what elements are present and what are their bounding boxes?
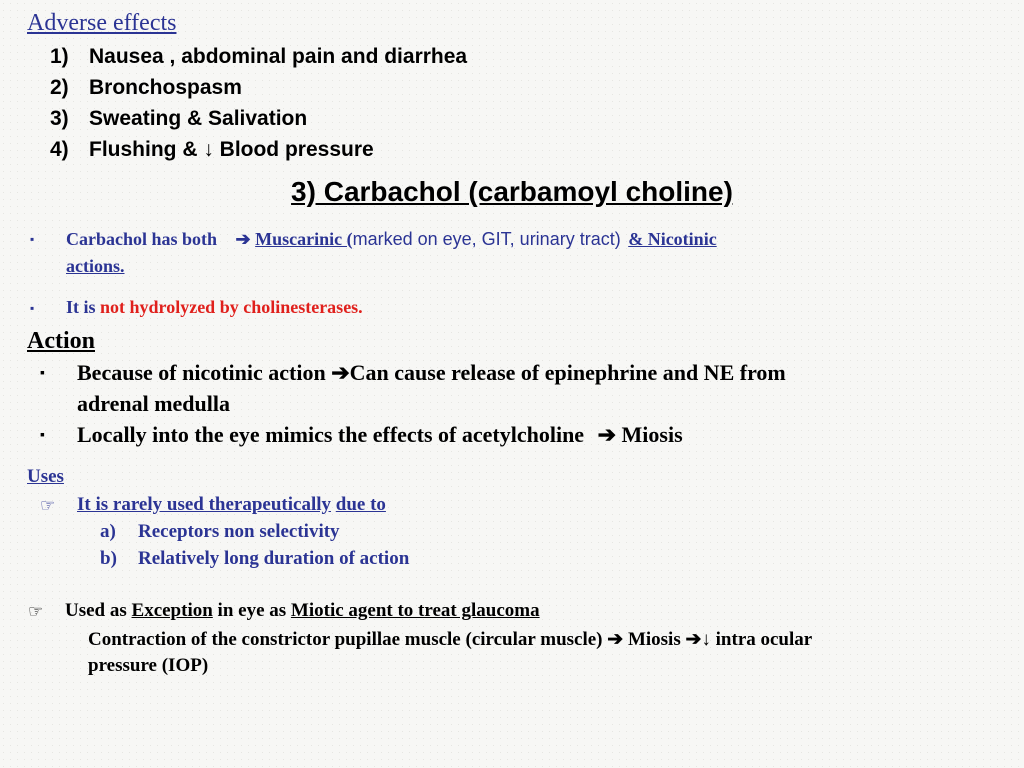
reason-text: Receptors non selectivity bbox=[138, 521, 340, 542]
square-bullet-icon: ▪ bbox=[30, 301, 35, 315]
action-heading: Action bbox=[27, 328, 95, 354]
reason-number: a) bbox=[100, 521, 116, 542]
reason-number: b) bbox=[100, 548, 117, 569]
rarely-used-text: It is rarely used therapeutically bbox=[77, 494, 332, 515]
intra-ocular-text: ↓ intra ocular bbox=[701, 629, 813, 650]
carbachol-actions-word: actions. bbox=[66, 256, 125, 276]
carbachol-receptors-line bbox=[66, 229, 717, 250]
used-as-line bbox=[65, 600, 540, 622]
right-arrow-icon: ➔ bbox=[331, 360, 350, 385]
reason-item bbox=[100, 548, 409, 570]
action-item-2 bbox=[77, 422, 683, 448]
item-number: 3) bbox=[50, 107, 69, 130]
action-item-1-line2: adrenal medulla bbox=[77, 391, 231, 416]
rarely-used-line bbox=[77, 494, 386, 516]
item-number: 2) bbox=[50, 76, 69, 99]
adverse-effects-heading: Adverse effects bbox=[27, 10, 177, 36]
iop-line: pressure (IOP) bbox=[88, 655, 209, 676]
action-item-2-b: Miosis bbox=[621, 422, 683, 447]
right-arrow-icon: ➔ bbox=[597, 422, 617, 447]
hydrolysis-line bbox=[66, 297, 363, 318]
item-text: Bronchospasm bbox=[89, 76, 242, 99]
uses-heading: Uses bbox=[27, 466, 64, 487]
square-bullet-icon: ▪ bbox=[40, 366, 45, 381]
contraction-line bbox=[88, 628, 812, 651]
miotic-agent-text: Miotic agent to treat glaucoma bbox=[290, 600, 540, 621]
action-item-1-b: Can cause release of epinephrine and NE from bbox=[349, 360, 786, 385]
pointing-hand-icon: ☞ bbox=[40, 496, 56, 515]
section-title bbox=[0, 176, 1024, 208]
exception-text: Exception bbox=[131, 600, 213, 621]
carbachol-prefix: Carbachol has both bbox=[66, 229, 218, 249]
adverse-effect-item bbox=[50, 76, 242, 100]
hydrolysis-highlight: not hydrolyzed by cholinesterases. bbox=[100, 297, 363, 317]
contraction-text: Contraction of the constrictor pupillae muscle (circular muscle) bbox=[88, 629, 603, 650]
action-item-2-a: Locally into the eye mimics the effects of acetylcholine bbox=[77, 422, 585, 447]
adverse-effect-item bbox=[50, 45, 467, 69]
item-text: Sweating & Salivation bbox=[89, 107, 308, 130]
section-title-text: 3) Carbachol (carbamoyl choline) bbox=[291, 176, 733, 207]
item-number: 4) bbox=[50, 138, 69, 161]
reason-text: Relatively long duration of action bbox=[138, 548, 410, 569]
muscarinic-label: Muscarinic ( bbox=[255, 229, 353, 249]
square-bullet-icon: ▪ bbox=[30, 232, 35, 246]
square-bullet-icon: ▪ bbox=[40, 428, 45, 443]
pointing-hand-icon: ☞ bbox=[28, 602, 44, 621]
hydrolysis-prefix: It is bbox=[66, 297, 96, 317]
adverse-effect-item bbox=[50, 107, 307, 131]
action-item-1-a: Because of nicotinic action bbox=[77, 360, 326, 385]
nicotinic-label: & Nicotinic bbox=[628, 229, 717, 249]
right-arrow-icon: ➔ bbox=[607, 629, 624, 650]
due-to-text: due to bbox=[335, 494, 386, 515]
adverse-effect-item bbox=[50, 138, 374, 162]
right-arrow-icon: ➔ bbox=[685, 629, 702, 650]
reason-item bbox=[100, 521, 340, 543]
miosis-text: Miosis bbox=[627, 629, 681, 650]
item-text: Nausea , abdominal pain and diarrhea bbox=[89, 45, 468, 68]
in-eye-as-text: in eye as bbox=[217, 600, 287, 621]
muscarinic-detail: marked on eye, GIT, urinary tract) bbox=[352, 229, 621, 249]
used-as-text: Used as bbox=[65, 600, 127, 621]
item-text: Flushing & ↓ Blood pressure bbox=[89, 138, 374, 161]
right-arrow-icon: ➔ bbox=[235, 229, 251, 249]
action-item-1 bbox=[77, 360, 786, 386]
item-number: 1) bbox=[50, 45, 69, 68]
